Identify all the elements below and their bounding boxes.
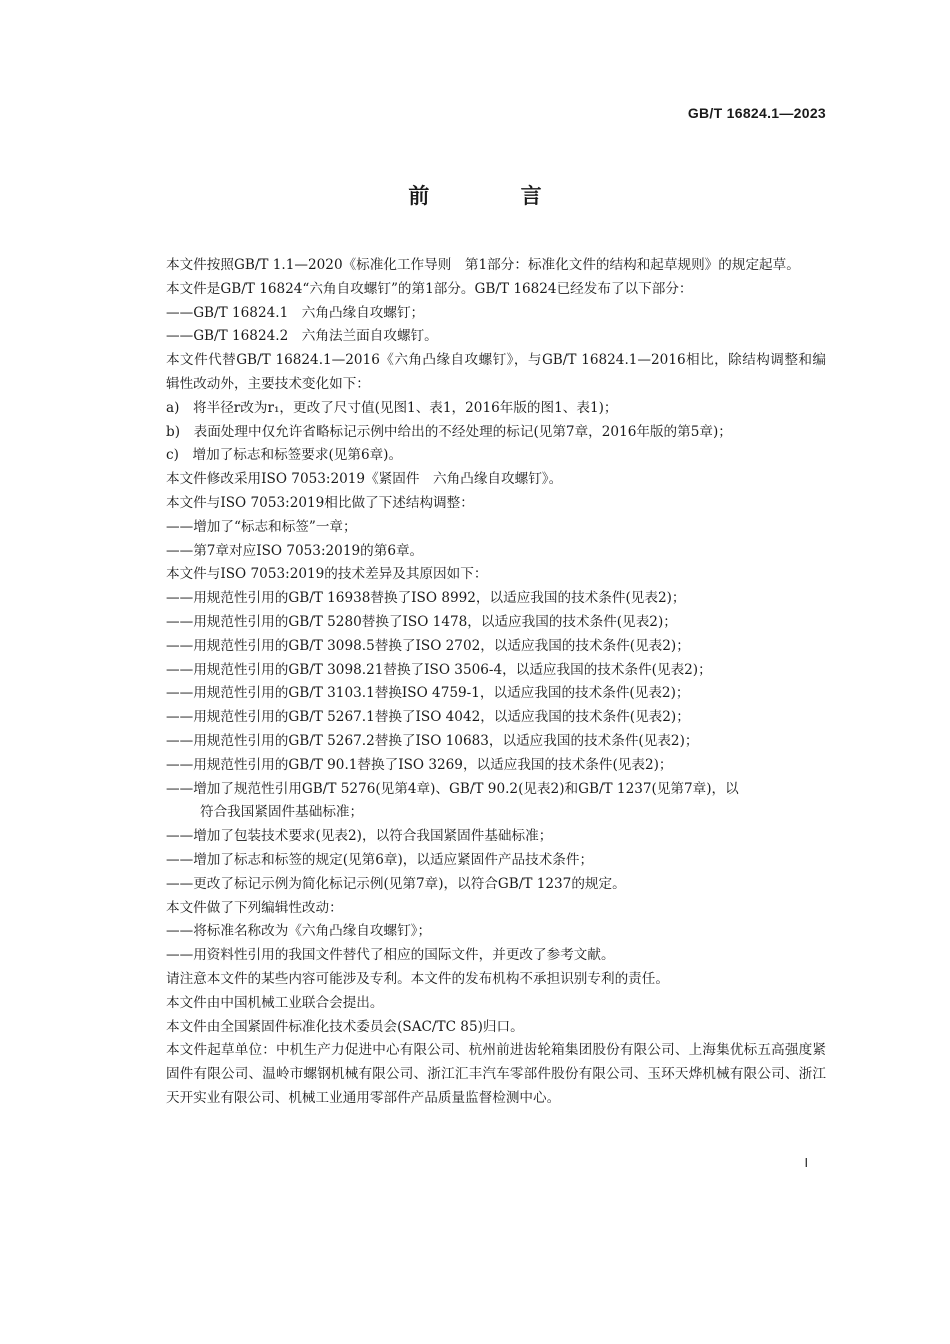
list-item: ——增加了规范性引用GB/T 5276(见第4章)、GB/T 90.2(见表2)和GB/T 1237(见第7章)，以	[166, 780, 739, 797]
list-item: ——用规范性引用的GB/T 3098.5替换了ISO 2702，以适应我国的技术条件(见表2)；	[166, 637, 690, 654]
list-item: ——用规范性引用的GB/T 5267.2替换了ISO 10683，以适应我国的技术条件(见表2)；	[166, 732, 699, 749]
list-item: ——用资料性引用的我国文件替代了相应的国际文件，并更改了参考文献。	[166, 947, 615, 964]
list-item-continuation: 符合我国紧固件基础标准；	[200, 804, 364, 821]
list-item: ——用规范性引用的GB/T 3103.1替换ISO 4759-1，以适应我国的技术条件(见表2)；	[166, 685, 690, 702]
standard-code: GB/T 16824.1—2023	[687, 105, 826, 121]
paragraph-technical-differences: 本文件与ISO 7053:2019的技术差异及其原因如下：	[166, 566, 488, 583]
paragraph-part-intro: 本文件是GB/T 16824“六角自攻螺钉”的第1部分。GB/T 16824已经发布了以下部分：	[166, 280, 693, 297]
list-item: ——增加了“标志和标签”一章；	[166, 518, 357, 535]
paragraph-replaces: 本文件代替GB/T 16824.1—2016《六角凸缘自攻螺钉》，与GB/T 16824.1—2016相比，除结构调整和编辑性改动外，主要技术变化如下：	[166, 352, 826, 392]
page-number: I	[804, 1156, 808, 1170]
list-item: ——用规范性引用的GB/T 5267.1替换了ISO 4042，以适应我国的技术条件(见表2)；	[166, 709, 690, 726]
change-item-a: a) 将半径r改为r₁，更改了尺寸值(见图1、表1，2016年版的图1、表1)；	[166, 399, 618, 416]
list-item: ——将标准名称改为《六角凸缘自攻螺钉》；	[166, 923, 432, 940]
page-title: 前 言	[408, 184, 584, 208]
list-item: ——第7章对应ISO 7053:2019的第6章。	[166, 542, 424, 559]
foreword-body	[138, 254, 826, 1111]
paragraph-proposer: 本文件由中国机械工业联合会提出。	[166, 994, 384, 1011]
paragraph-iso-adoption: 本文件修改采用ISO 7053:2019《紧固件 六角凸缘自攻螺钉》。	[166, 471, 563, 488]
list-item: ——用规范性引用的GB/T 90.1替换了ISO 3269，以适应我国的技术条件(见表2)；	[166, 756, 673, 773]
paragraph-structure-changes: 本文件与ISO 7053:2019相比做了下述结构调整：	[166, 494, 474, 511]
list-item: ——增加了包装技术要求(见表2)，以符合我国紧固件基础标准；	[166, 828, 553, 845]
change-item-b: b) 表面处理中仅允许省略标记示例中给出的不经处理的标记(见第7章，2016年版的第5章)；	[166, 423, 732, 440]
paragraph-drafting-units: 本文件起草单位：中机生产力促进中心有限公司、杭州前进齿轮箱集团股份有限公司、上海集优标五高强度紧固件有限公司、温岭市螺钢机械有限公司、浙江汇丰汽车零部件股份有限公司、玉环天烨机械有限公司、浙江天开实业有限公司、机械工业通用零部件产品质量监督检测中心。	[166, 1042, 826, 1106]
paragraph-committee: 本文件由全国紧固件标准化技术委员会(SAC/TC 85)归口。	[166, 1018, 524, 1035]
list-item: ——增加了标志和标签的规定(见第6章)，以适应紧固件产品技术条件；	[166, 851, 594, 868]
paragraph-drafting-rules: 本文件按照GB/T 1.1—2020《标准化工作导则 第1部分：标准化文件的结构和起草规则》的规定起草。	[166, 257, 800, 273]
list-item: ——更改了标记示例为简化标记示例(见第7章)，以符合GB/T 1237的规定。	[166, 875, 626, 892]
list-item: ——用规范性引用的GB/T 16938替换了ISO 8992，以适应我国的技术条件(见表2)；	[166, 590, 686, 607]
list-item: ——用规范性引用的GB/T 5280替换了ISO 1478，以适应我国的技术条件(见表2)；	[166, 613, 677, 630]
change-item-c: c) 增加了标志和标签要求(见第6章)。	[166, 447, 403, 464]
list-item-part1: ——GB/T 16824.1 六角凸缘自攻螺钉；	[166, 304, 425, 321]
paragraph-patent-notice: 请注意本文件的某些内容可能涉及专利。本文件的发布机构不承担识别专利的责任。	[166, 970, 669, 987]
list-item-part2: ——GB/T 16824.2 六角法兰面自攻螺钉。	[166, 328, 438, 345]
list-item: ——用规范性引用的GB/T 3098.21替换了ISO 3506-4，以适应我国的技术条件(见表2)；	[166, 661, 712, 678]
paragraph-editorial-changes: 本文件做了下列编辑性改动：	[166, 899, 343, 916]
